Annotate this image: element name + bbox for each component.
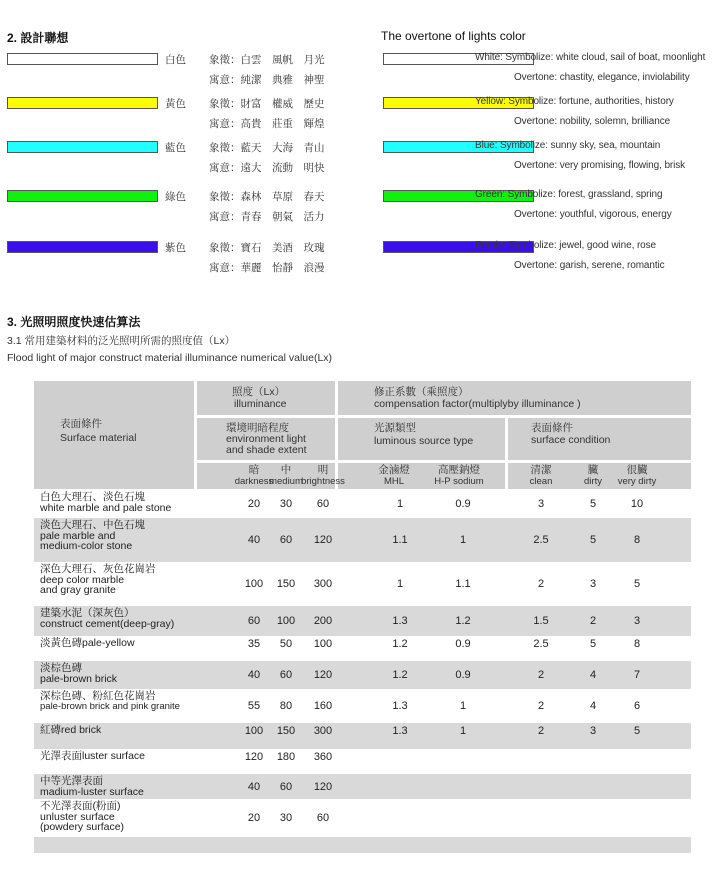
table-cell: 4 (589, 700, 597, 712)
table-cell: 60 (279, 534, 293, 546)
table-cell: 120 (313, 534, 333, 546)
overtone-cn: 寓意：遠大 流動 明快 (209, 162, 325, 174)
table-cell: 0.9 (455, 638, 471, 650)
table-cell: 150 (276, 578, 296, 590)
table-cell: 8 (633, 638, 641, 650)
header-env-en2: and shade extent (226, 444, 307, 456)
row-label-line: 深色大理石、灰色花崗岩 (40, 563, 156, 575)
symbol-en: White: Symbolize: white cloud, sail of boat, moonlight (475, 52, 706, 63)
table-row (34, 689, 691, 723)
row-label (40, 801, 124, 833)
symbol-en: Blue: Symbolize: sunny sky, sea, mountain (475, 140, 661, 151)
subheader-cn: 中 (280, 464, 292, 476)
table-cell: 1.2 (392, 669, 408, 681)
table-cell: 100 (276, 615, 296, 627)
table-cell: 1 (459, 725, 467, 737)
table-cell: 60 (316, 498, 330, 510)
header-comp-en: compensation factor(multiplyby illuminance ) (374, 398, 581, 410)
table-cell: 0.9 (455, 669, 471, 681)
section3-subtitle-cn: 3.1 常用建築材料的泛光照明所需的照度值（Lx） (7, 335, 236, 347)
table-cell: 100 (244, 578, 264, 590)
header-cond-cn: 表面條件 (531, 422, 573, 434)
row-label-line: 淡棕色磚 (40, 662, 82, 674)
table-cell: 20 (247, 812, 261, 824)
subheader-en: medium (269, 476, 303, 487)
row-label (40, 608, 174, 629)
table-cell: 120 (244, 751, 264, 763)
table-cell: 1.3 (392, 725, 408, 737)
row-label (40, 492, 171, 513)
table-cell: 2 (589, 615, 597, 627)
section2-title-en: The overtone of lights color (381, 29, 526, 43)
table-row (34, 636, 691, 661)
overtone-cn: 寓意：純潔 典雅 神聖 (209, 74, 325, 86)
row-label (40, 520, 145, 552)
subheader-cn: 清潔 (530, 464, 552, 476)
table-cell: 4 (589, 669, 597, 681)
table-row (34, 799, 691, 836)
subheader-cn: 高壓鈉燈 (438, 464, 480, 476)
subheader-cn: 明 (317, 464, 329, 476)
table-cell: 1.1 (392, 534, 408, 546)
row-label (40, 663, 117, 684)
symbol-en: Yellow: Symbolize: fortune, authorities, history (475, 96, 674, 107)
table-cell: 300 (313, 578, 333, 590)
symbol-cn: 象徵：財富 權威 歷史 (209, 98, 325, 110)
row-label-line: white marble and pale stone (40, 501, 172, 514)
table-cell: 0.9 (455, 498, 471, 510)
table-cell: 5 (633, 578, 641, 590)
table-cell: 120 (313, 781, 333, 793)
table-cell: 300 (313, 725, 333, 737)
table-cell: 80 (279, 700, 293, 712)
table-cell: 30 (279, 812, 293, 824)
section3-subtitle-en: Flood light of major construct material illuminance numerical value(Lx) (7, 352, 333, 364)
table-cell: 2 (537, 700, 545, 712)
table-cell: 2.5 (533, 638, 549, 650)
table-cell: 160 (313, 700, 333, 712)
color-swatch-left (7, 141, 158, 153)
color-swatch-left (7, 53, 158, 65)
subheader-cn: 臟 (587, 464, 599, 476)
symbol-cn: 象徵：寶石 美酒 玫瑰 (209, 242, 325, 254)
subheader-en: dirty (584, 476, 602, 487)
table-cell: 55 (247, 700, 261, 712)
table-cell: 2 (537, 669, 545, 681)
table-cell: 1.2 (392, 638, 408, 650)
table-row (34, 749, 691, 774)
overtone-en: Overtone: nobility, solemn, brilliance (514, 116, 671, 127)
table-row (34, 562, 691, 606)
header-illum-cn: 照度（Lx） (232, 386, 286, 398)
table-cell: 40 (247, 669, 261, 681)
section3-title: 3. 光照明照度快速估算法 (7, 315, 141, 329)
header-src-cn: 光源類型 (374, 422, 416, 434)
table-cell: 60 (279, 781, 293, 793)
table-cell: 6 (633, 700, 641, 712)
subheader-en: darkness (234, 476, 274, 487)
symbol-cn: 象徵：白雲 風帆 月光 (209, 54, 325, 66)
table-cell: 150 (276, 725, 296, 737)
row-label (40, 776, 144, 797)
row-label-line: 中等光澤表面 (40, 775, 103, 787)
table-row (34, 723, 691, 749)
row-label-line: 深棕色磚、粉紅色花崗岩 (40, 690, 156, 702)
table-cell: 1 (459, 700, 467, 712)
table-cell: 1.1 (455, 578, 471, 590)
header-surface-en: Surface material (60, 432, 137, 444)
table-cell: 360 (313, 751, 333, 763)
subheader-en: MHL (383, 476, 405, 487)
table-cell: 5 (589, 498, 597, 510)
row-label-line: pale-brown brick and pink granite (40, 700, 180, 712)
color-name-cn: 綠色 (165, 191, 186, 203)
row-label (40, 564, 156, 596)
symbol-cn: 象徵：藍天 大海 青山 (209, 142, 325, 154)
color-name-cn: 紫色 (165, 242, 186, 254)
table-cell: 5 (589, 638, 597, 650)
row-label-line: pale-brown brick (40, 672, 118, 685)
table-cell: 5 (633, 725, 641, 737)
table-cell: 50 (279, 638, 293, 650)
table-row (34, 606, 691, 636)
section2-title-cn: 2. 設計聯想 (7, 31, 69, 45)
table-cell: 2.5 (533, 534, 549, 546)
subheader-cn: 很臟 (626, 464, 648, 476)
table-row (34, 518, 691, 562)
row-label-line: 光澤表面luster surface (40, 750, 146, 762)
overtone-en: Overtone: youthful, vigorous, energy (514, 209, 672, 220)
table-cell: 1 (459, 534, 467, 546)
color-swatch-left (7, 241, 158, 253)
subheader-cn: 暗 (248, 464, 260, 476)
row-label-line: unluster surface (40, 810, 115, 823)
color-swatch-left (7, 190, 158, 202)
header-illum-en: illuminance (234, 398, 287, 410)
subheader-en: H-P sodium (434, 476, 484, 487)
overtone-en: Overtone: garish, serene, romantic (514, 260, 665, 271)
table-cell: 200 (313, 615, 333, 627)
subheader-cn: 金滷燈 (378, 464, 410, 476)
color-name-cn: 黃色 (165, 98, 186, 110)
row-label-line: deep color marble (40, 573, 125, 586)
table-cell: 10 (630, 498, 644, 510)
row-label (40, 725, 101, 736)
header-src-en: luminous source type (374, 435, 474, 447)
header-surface-cn: 表面條件 (60, 418, 102, 430)
table-cell: 3 (633, 615, 641, 627)
table-cell: 120 (313, 669, 333, 681)
table-cell: 60 (279, 669, 293, 681)
row-label (40, 751, 145, 762)
table-cell: 1.3 (392, 615, 408, 627)
table-cell: 1 (396, 498, 404, 510)
table-cell: 35 (247, 638, 261, 650)
table-cell: 1 (396, 578, 404, 590)
table-cell: 30 (279, 498, 293, 510)
table-cell: 40 (247, 781, 261, 793)
table-cell: 5 (589, 534, 597, 546)
table-row (34, 490, 691, 518)
table-footer-bar (34, 837, 691, 853)
row-label-line: 淡黃色磚pale-yellow (40, 637, 135, 649)
header-env-cn: 環境明暗程度 (226, 422, 289, 434)
table-cell: 3 (589, 578, 597, 590)
row-label (40, 638, 135, 649)
table-cell: 1.2 (455, 615, 471, 627)
color-name-cn: 白色 (165, 54, 186, 66)
table-cell: 180 (276, 751, 296, 763)
header-comp-cn: 修正系數（乘照度） (374, 386, 469, 398)
row-label-line: 白色大理石、淡色石塊 (40, 491, 145, 503)
row-label-line: pale marble and (40, 529, 116, 542)
subheader-en: brightness (301, 476, 345, 487)
table-cell: 100 (244, 725, 264, 737)
header-cond-en: surface condition (531, 434, 611, 446)
symbol-en: Purple: Symbolize: jewel, good wine, rose (475, 240, 656, 251)
overtone-cn: 寓意：青春 朝氣 活力 (209, 211, 325, 223)
row-label-line: 不光澤表面(粉面) (40, 800, 121, 812)
table-cell: 3 (589, 725, 597, 737)
row-label-line: and gray granite (40, 584, 116, 596)
table-cell: 7 (633, 669, 641, 681)
table-cell: 60 (316, 812, 330, 824)
row-label-line: medium-color stone (40, 540, 133, 552)
row-label-line: construct cement(deep-gray) (40, 617, 175, 630)
symbol-cn: 象徵：森林 草原 春天 (209, 191, 325, 203)
row-label-line: madium-luster surface (40, 785, 144, 798)
table-row (34, 661, 691, 689)
table-cell: 20 (247, 498, 261, 510)
overtone-cn: 寓意：高貴 莊重 輝煌 (209, 118, 325, 130)
color-name-cn: 藍色 (165, 142, 186, 154)
color-swatch-left (7, 97, 158, 109)
table-cell: 40 (247, 534, 261, 546)
overtone-en: Overtone: very promising, flowing, brisk (514, 160, 686, 171)
table-cell: 100 (313, 638, 333, 650)
table-cell: 1.5 (533, 615, 549, 627)
header-env-en1: environment light (226, 433, 306, 445)
table-cell: 2 (537, 578, 545, 590)
table-cell: 3 (537, 498, 545, 510)
row-label-line: (powdery surface) (40, 821, 125, 833)
table-cell: 60 (247, 615, 261, 627)
row-label-line: 建築水泥（深灰色） (40, 607, 135, 619)
table-cell: 8 (633, 534, 641, 546)
overtone-cn: 寓意：華麗 怡靜 浪漫 (209, 262, 325, 274)
table-cell: 2 (537, 725, 545, 737)
subheader-en: clean (529, 476, 553, 487)
row-label (40, 691, 180, 712)
symbol-en: Green: Symbolize: forest, grassland, spring (475, 189, 663, 200)
table-cell: 1.3 (392, 700, 408, 712)
table-row (34, 774, 691, 799)
subheader-en: very dirty (617, 476, 657, 487)
overtone-en: Overtone: chastity, elegance, inviolability (514, 72, 690, 83)
row-label-line: 淡色大理石、中色石塊 (40, 519, 145, 531)
row-label-line: 紅磚red brick (40, 724, 102, 736)
